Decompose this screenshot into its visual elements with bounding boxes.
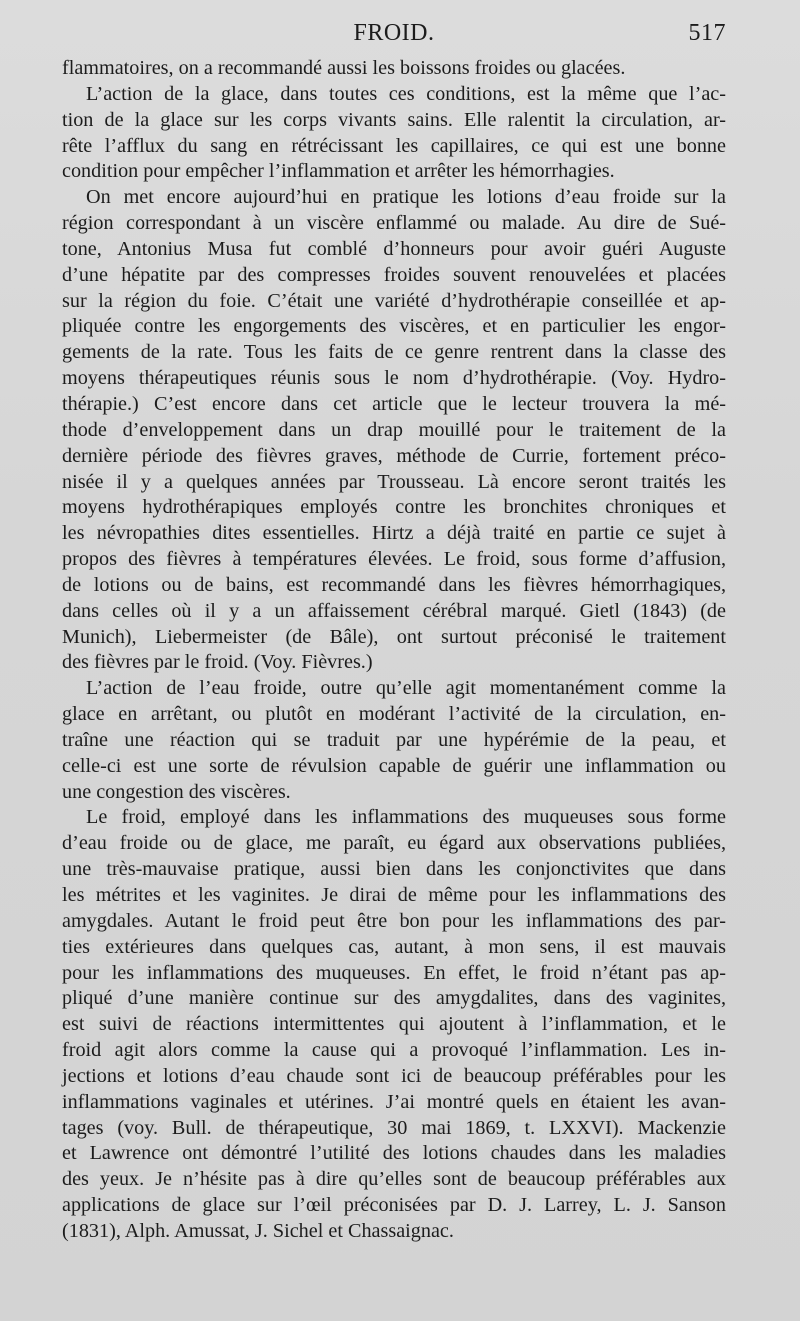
text-line: L’action de la glace, dans toutes ces conditions, est la même que l’ac-	[86, 82, 726, 105]
text-line: froid agit alors comme la cause qui a provoqué l’inflammation. Les in-	[62, 1039, 726, 1062]
text-line: moyens hydrothérapiques employés contre les bronchites chroniques et	[62, 496, 726, 519]
running-title: FROID.	[353, 20, 435, 46]
text-line: Munich), Liebermeister (de Bâle), ont surtout préconisé le traitement	[62, 625, 726, 648]
page-number: 517	[688, 20, 726, 46]
text-line: région correspondant à un viscère enflammé ou malade. Au dire de Sué-	[62, 212, 726, 235]
text-line: une congestion des viscères.	[62, 780, 291, 803]
text-line: de lotions ou de bains, est recommandé dans les fièvres hémorrhagiques,	[62, 573, 726, 596]
text-line: tion de la glace sur les corps vivants sains. Elle ralentit la circulation, ar-	[62, 108, 726, 131]
text-line: pliqué d’une manière continue sur des amygdalites, dans des vaginites,	[62, 987, 726, 1010]
text-line: Le froid, employé dans les inflammations des muqueuses sous forme	[86, 806, 726, 829]
text-line: celle-ci est une sorte de révulsion capable de guérir une inflammation ou	[62, 754, 726, 777]
text-line: jections et lotions d’eau chaude sont ici de beaucoup préférables pour les	[62, 1064, 726, 1087]
body-text	[62, 56, 726, 1245]
text-line: applications de glace sur l’œil préconisées par D. J. Larrey, L. J. Sanson	[62, 1194, 726, 1217]
text-line: pliquée contre les engorgements des viscères, et en particulier les engor-	[62, 315, 726, 338]
text-line: inflammations vaginales et utérines. J’ai montré quels en étaient les avan-	[62, 1090, 726, 1113]
text-line: amygdales. Autant le froid peut être bon pour les inflammations des par-	[62, 909, 726, 932]
text-line: L’action de l’eau froide, outre qu’elle agit momentanément comme la	[86, 677, 726, 700]
text-line: condition pour empêcher l’inflammation et arrêter les hémorrhagies.	[62, 160, 615, 183]
running-header	[62, 20, 726, 54]
text-line: moyens thérapeutiques réunis sous le nom d’hydrothérapie. (Voy. Hydro-	[62, 367, 726, 390]
text-line: glace en arrêtant, ou plutôt en modérant l’activité de la circulation, en-	[62, 703, 726, 726]
text-line: dernière période des fièvres graves, méthode de Currie, fortement préco-	[62, 444, 726, 467]
text-line: des fièvres par le froid. (Voy. Fièvres.)	[62, 651, 373, 674]
text-line: ties extérieures dans quelques cas, autant, à mon sens, il est mauvais	[62, 935, 726, 958]
text-line: et Lawrence ont démontré l’utilité des lotions chaudes dans les maladies	[62, 1142, 726, 1165]
text-line: sur la région du foie. C’était une variété d’hydrothérapie conseillée et ap-	[62, 289, 726, 312]
text-line: traîne une réaction qui se traduit par une hypérémie de la peau, et	[62, 728, 726, 751]
text-line: tages (voy. Bull. de thérapeutique, 30 mai 1869, t. LXXVI). Mackenzie	[62, 1116, 726, 1139]
text-line: les névropathies dites essentielles. Hirtz a déjà traité en partie ce sujet à	[62, 522, 726, 545]
text-line: est suivi de réactions intermittentes qui ajoutent à l’inflammation, et le	[62, 1013, 726, 1036]
text-line: thérapie.) C’est encore dans cet article que le lecteur trouvera la mé-	[62, 392, 726, 415]
text-line: nisée il y a quelques années par Trousseau. Là encore seront traités les	[62, 470, 726, 493]
text-line: thode d’enveloppement dans un drap mouillé pour le traitement de la	[62, 418, 726, 441]
text-line: des yeux. Je n’hésite pas à dire qu’elles sont de beaucoup préférables aux	[62, 1168, 726, 1191]
text-line: d’eau froide ou de glace, me paraît, eu égard aux observations publiées,	[62, 832, 726, 855]
text-line: d’une hépatite par des compresses froides souvent renouvelées et placées	[62, 263, 726, 286]
text-line: rête l’afflux du sang en rétrécissant les capillaires, ce qui est une bonne	[62, 134, 726, 157]
text-line: (1831), Alph. Amussat, J. Sichel et Chassaignac.	[62, 1219, 454, 1242]
text-line: pour les inflammations des muqueuses. En effet, le froid n’étant pas ap-	[62, 961, 726, 984]
text-line: les métrites et les vaginites. Je dirai de même pour les inflammations des	[62, 884, 726, 906]
text-line: flammatoires, on a recommandé aussi les boissons froides ou glacées.	[62, 57, 626, 79]
text-line: une très-mauvaise pratique, aussi bien dans les conjonctivites que dans	[62, 858, 726, 881]
text-line: dans celles où il y a un affaissement cérébral marqué. Gietl (1843) (de	[62, 599, 726, 622]
text-line: tone, Antonius Musa fut comblé d’honneurs pour avoir guéri Auguste	[62, 237, 726, 260]
text-line: propos des fièvres à températures élevées. Le froid, sous forme d’affusion,	[62, 548, 726, 571]
text-line: gements de la rate. Tous les faits de ce genre rentrent dans la classe des	[62, 341, 726, 364]
text-line: On met encore aujourd’hui en pratique les lotions d’eau froide sur la	[86, 186, 726, 209]
